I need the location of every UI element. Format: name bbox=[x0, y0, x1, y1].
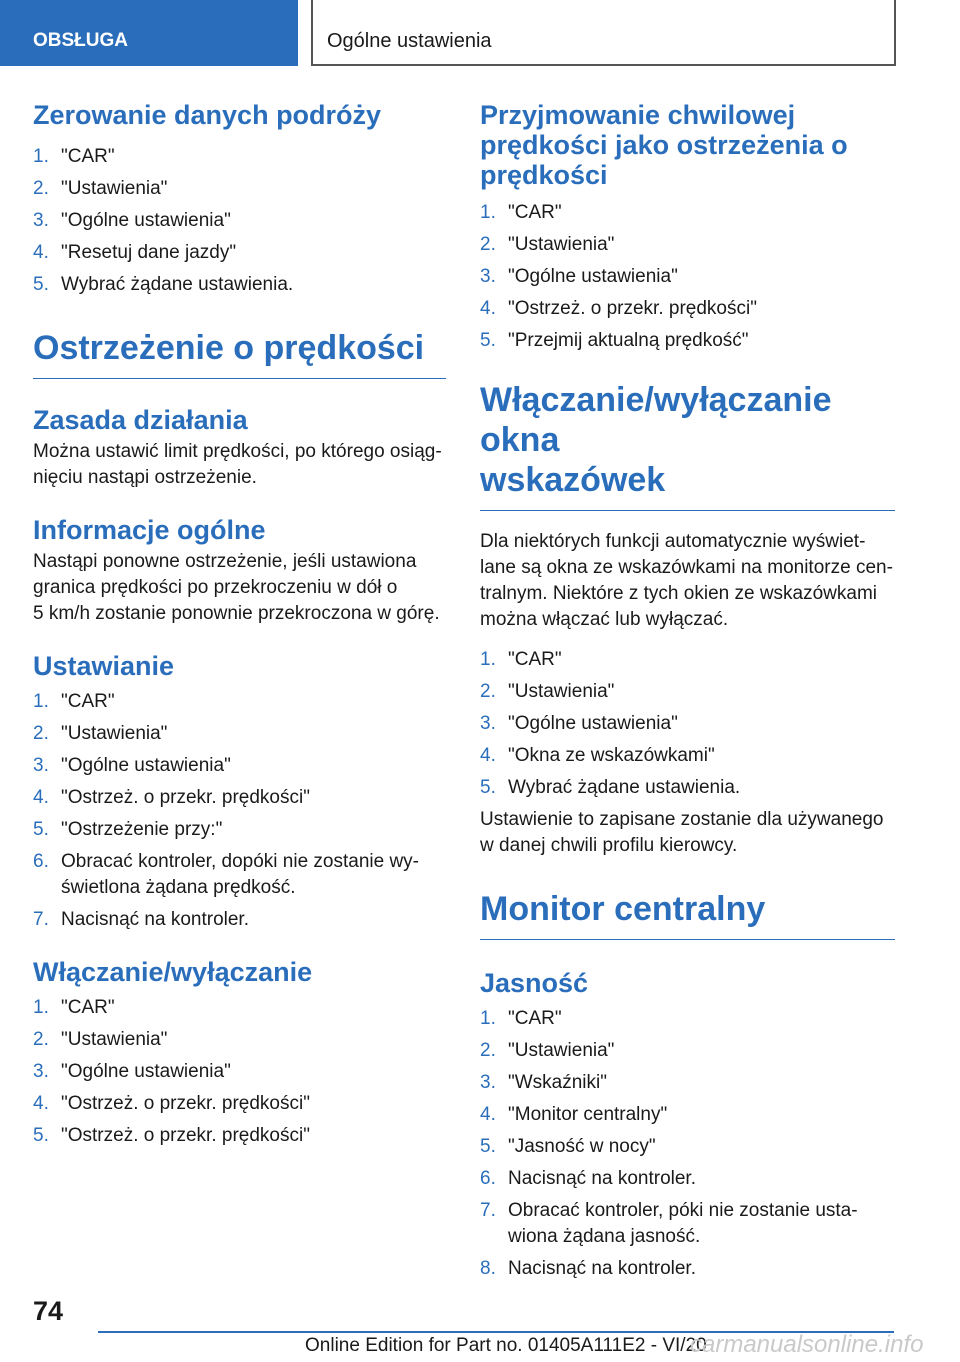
step-text: Nacisnąć na kontroler. bbox=[508, 1258, 696, 1279]
step-number: 2. bbox=[480, 1040, 496, 1061]
step-text: Wybrać żądane ustawienia. bbox=[508, 777, 741, 798]
heading-adopt: Przyjmowanie chwilowej prędkości jako ostrzeżenia o prędkości bbox=[480, 100, 848, 190]
heading-toggle: Włączanie/wyłączanie bbox=[33, 957, 313, 987]
steps-hint-windows bbox=[480, 647, 895, 801]
step-number: 4. bbox=[33, 787, 49, 808]
step-text: "Ostrzeżenie przy:" bbox=[61, 819, 223, 840]
step-text: Nacisnąć na kontroler. bbox=[61, 909, 249, 930]
steps-setting bbox=[33, 689, 446, 933]
step-text: "Ogólne ustawienia" bbox=[61, 1061, 231, 1082]
list-item bbox=[33, 753, 446, 779]
step-number: 1. bbox=[33, 691, 49, 712]
list-item bbox=[480, 1102, 895, 1128]
step-text: "Ustawienia" bbox=[508, 681, 615, 702]
step-text: "Ustawienia" bbox=[61, 723, 168, 744]
step-number: 5. bbox=[33, 1125, 49, 1146]
heading-principle: Zasada działania bbox=[33, 405, 248, 435]
step-text: "CAR" bbox=[61, 146, 115, 167]
list-item bbox=[33, 240, 446, 266]
step-number: 3. bbox=[480, 1072, 496, 1093]
step-number: 8. bbox=[480, 1258, 496, 1279]
step-number: 3. bbox=[33, 1061, 49, 1082]
page-header bbox=[0, 0, 960, 66]
step-text: "Ustawienia" bbox=[508, 1040, 615, 1061]
list-item bbox=[33, 849, 446, 901]
heading-general: Informacje ogólne bbox=[33, 515, 266, 545]
heading-hint-windows: Włączanie/wyłączanie okna wskazówek bbox=[480, 380, 895, 511]
step-number: 3. bbox=[33, 210, 49, 231]
list-item bbox=[480, 264, 895, 290]
list-item bbox=[480, 679, 895, 705]
step-number: 1. bbox=[480, 1008, 496, 1029]
step-number: 5. bbox=[33, 274, 49, 295]
list-item bbox=[33, 907, 446, 933]
step-number: 1. bbox=[33, 997, 49, 1018]
chapter-title: Ogólne ustawienia bbox=[311, 0, 896, 66]
step-text: "Ogólne ustawienia" bbox=[508, 266, 678, 287]
step-text: "Przejmij aktualną prędkość" bbox=[508, 330, 749, 351]
text-hint-note: Ustawienie to zapisane zostanie dla używanego w danej chwili profilu kierowcy. bbox=[480, 809, 884, 856]
step-text: "Ostrzeż. o przekr. prędkości" bbox=[61, 787, 310, 808]
list-item bbox=[480, 775, 895, 801]
step-number: 2. bbox=[480, 234, 496, 255]
step-text: Obracać kontroler, dopóki nie zostanie wy- świetlona żądana prędkość. bbox=[61, 851, 420, 898]
step-text: "Ustawienia" bbox=[508, 234, 615, 255]
list-item bbox=[480, 1070, 895, 1096]
text-principle: Można ustawić limit prędkości, po którego osiąg- nięciu nastąpi ostrzeżenie. bbox=[33, 441, 442, 488]
step-number: 4. bbox=[480, 1104, 496, 1125]
step-text: "Ostrzeż. o przekr. prędkości" bbox=[61, 1125, 310, 1146]
list-item bbox=[480, 1256, 895, 1282]
step-number: 3. bbox=[480, 713, 496, 734]
list-item bbox=[480, 743, 895, 769]
step-text: "CAR" bbox=[508, 1008, 562, 1029]
heading-brightness: Jasność bbox=[480, 968, 589, 998]
step-number: 4. bbox=[33, 242, 49, 263]
list-item bbox=[480, 1134, 895, 1160]
list-item bbox=[33, 785, 446, 811]
step-number: 2. bbox=[480, 681, 496, 702]
step-number: 6. bbox=[480, 1168, 496, 1189]
step-text: "Jasność w nocy" bbox=[508, 1136, 656, 1157]
heading-trip-reset: Zerowanie danych podróży bbox=[33, 100, 382, 130]
right-column bbox=[480, 100, 895, 1288]
heading-setting: Ustawianie bbox=[33, 651, 175, 681]
step-number: 7. bbox=[33, 909, 49, 930]
steps-adopt bbox=[480, 200, 895, 354]
step-text: Nacisnąć na kontroler. bbox=[508, 1168, 696, 1189]
page-number: 74 bbox=[33, 1296, 64, 1326]
watermark: carmanualsonline.info bbox=[690, 1331, 924, 1358]
text-general: Nastąpi ponowne ostrzeżenie, jeśli ustawiona granica prędkości po przekroczeniu w dół o 5 km/h zostanie ponownie przekroczona w górę. bbox=[33, 551, 440, 624]
list-item bbox=[480, 200, 895, 226]
step-text: "Ostrzeż. o przekr. prędkości" bbox=[61, 1093, 310, 1114]
list-item bbox=[480, 328, 895, 354]
step-number: 1. bbox=[480, 202, 496, 223]
step-number: 5. bbox=[480, 1136, 496, 1157]
step-number: 5. bbox=[480, 777, 496, 798]
step-text: "Ustawienia" bbox=[61, 1029, 168, 1050]
list-item bbox=[480, 1006, 895, 1032]
step-number: 1. bbox=[480, 649, 496, 670]
left-column bbox=[33, 100, 446, 1155]
step-text: "CAR" bbox=[61, 691, 115, 712]
step-number: 6. bbox=[33, 851, 49, 872]
step-text: "Okna ze wskazówkami" bbox=[508, 745, 715, 766]
step-text: Wybrać żądane ustawienia. bbox=[61, 274, 294, 295]
step-number: 7. bbox=[480, 1200, 496, 1221]
step-number: 5. bbox=[480, 330, 496, 351]
list-item bbox=[33, 1123, 446, 1149]
step-number: 4. bbox=[33, 1093, 49, 1114]
step-text: "Resetuj dane jazdy" bbox=[61, 242, 237, 263]
section-tab: OBSŁUGA bbox=[0, 0, 298, 66]
list-item bbox=[33, 817, 446, 843]
list-item bbox=[480, 711, 895, 737]
step-number: 2. bbox=[33, 723, 49, 744]
step-number: 3. bbox=[33, 755, 49, 776]
text-hint-windows: Dla niektórych funkcji automatycznie wyświet- lane są okna ze wskazówkami na monitorze cen- tralnym. Niektóre z tych okien ze wskazówkami można włączać lub wyłączać. bbox=[480, 531, 893, 630]
list-item bbox=[33, 1027, 446, 1053]
list-item bbox=[33, 272, 446, 298]
step-text: "CAR" bbox=[508, 202, 562, 223]
step-text: "Ostrzeż. o przekr. prędkości" bbox=[508, 298, 757, 319]
steps-toggle bbox=[33, 995, 446, 1149]
step-text: "Ustawienia" bbox=[61, 178, 168, 199]
list-item bbox=[33, 208, 446, 234]
list-item bbox=[480, 1166, 895, 1192]
step-text: "Ogólne ustawienia" bbox=[61, 210, 231, 231]
list-item bbox=[33, 721, 446, 747]
heading-monitor: Monitor centralny bbox=[480, 889, 895, 940]
step-number: 1. bbox=[33, 146, 49, 167]
steps-trip-reset bbox=[33, 144, 446, 298]
step-text: Obracać kontroler, póki nie zostanie usta- wiona żądana jasność. bbox=[508, 1200, 858, 1247]
edition-note: Online Edition for Part no. 01405A111E2 - VI/20 bbox=[305, 1335, 707, 1356]
list-item bbox=[480, 1038, 895, 1064]
step-number: 4. bbox=[480, 745, 496, 766]
list-item bbox=[33, 144, 446, 170]
list-item bbox=[480, 232, 895, 258]
step-text: "Ogólne ustawienia" bbox=[508, 713, 678, 734]
list-item bbox=[480, 296, 895, 322]
list-item bbox=[33, 689, 446, 715]
step-number: 4. bbox=[480, 298, 496, 319]
step-text: "Monitor centralny" bbox=[508, 1104, 668, 1125]
step-number: 2. bbox=[33, 1029, 49, 1050]
list-item bbox=[33, 176, 446, 202]
step-text: "Wskaźniki" bbox=[508, 1072, 607, 1093]
list-item bbox=[33, 1059, 446, 1085]
steps-brightness bbox=[480, 1006, 895, 1282]
list-item bbox=[33, 995, 446, 1021]
step-number: 5. bbox=[33, 819, 49, 840]
step-text: "CAR" bbox=[508, 649, 562, 670]
step-text: "CAR" bbox=[61, 997, 115, 1018]
step-number: 3. bbox=[480, 266, 496, 287]
list-item bbox=[480, 647, 895, 673]
heading-speed-warning: Ostrzeżenie o prędkości bbox=[33, 328, 446, 379]
list-item bbox=[480, 1198, 895, 1250]
list-item bbox=[33, 1091, 446, 1117]
step-text: "Ogólne ustawienia" bbox=[61, 755, 231, 776]
step-number: 2. bbox=[33, 178, 49, 199]
